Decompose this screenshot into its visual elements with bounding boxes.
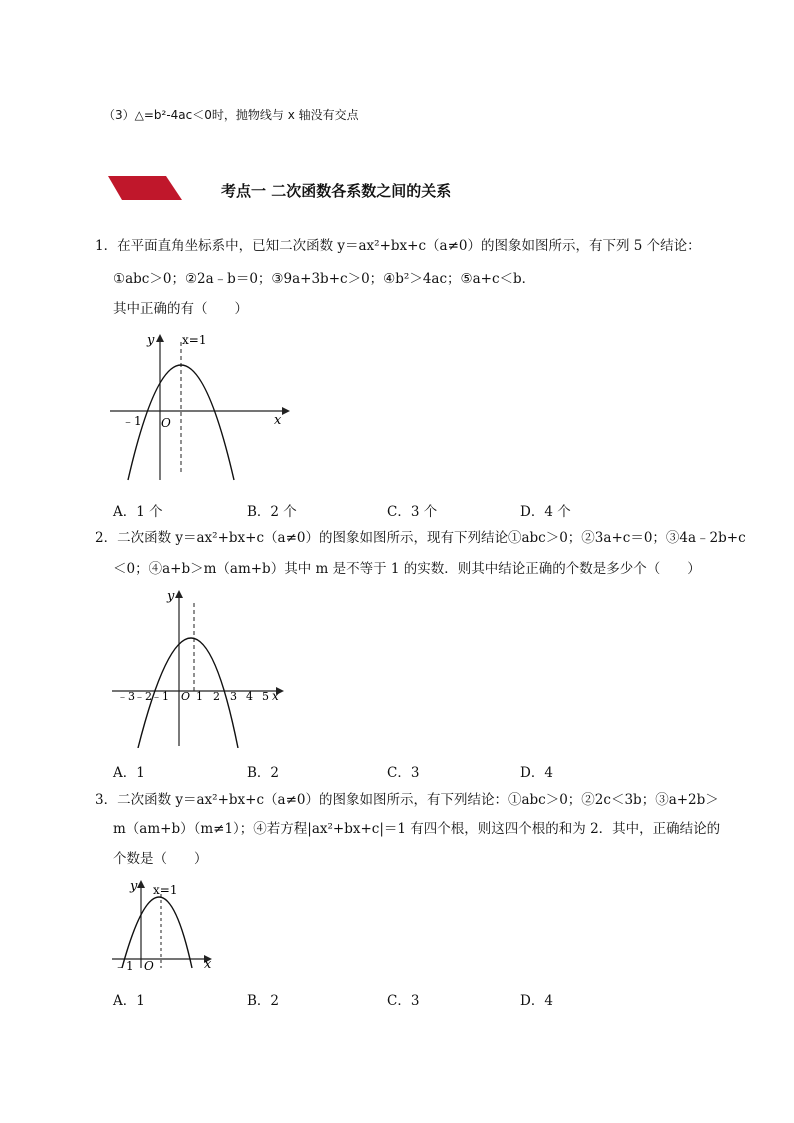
q1-line1: 1．在平面直角坐标系中，已知二次函数 y＝ax²+bx+c（a≠0）的图象如图所示，有下列 5 个结论： (95, 238, 701, 254)
section-title: 考点一 二次函数各系数之间的关系 (221, 182, 452, 200)
q2-line2: ＜0；④a+b＞m（am+b）其中 m 是不等于 1 的实数．则其中结论正确的个数是多少个（ ） (113, 561, 701, 577)
q2-option-b[interactable]: B．2 (247, 765, 280, 781)
q1-neg-one: ﹣1 (122, 414, 142, 428)
q2-option-a[interactable]: A．1 (113, 765, 145, 781)
q2-tick-neg1: ﹣1 (151, 690, 169, 703)
q3-parabola (122, 897, 192, 968)
q3-option-d[interactable]: D．4 (520, 993, 553, 1009)
q2-option-c[interactable]: C．3 (387, 765, 420, 781)
q3-line2: m（am+b）（m≠1）；④若方程|ax²+bx+c|＝1 有四个根，则这四个根的和为 2．其中，正确结论的 (113, 821, 721, 837)
q1-symmetry-label: x=1 (182, 333, 207, 347)
q3-symmetry-label: x=1 (153, 883, 178, 897)
q2-origin: O (181, 690, 191, 703)
q3-y-arrow (137, 880, 145, 888)
q3-y-label: y (130, 879, 138, 894)
q2-line1: 2．二次函数 y＝ax²+bx+c（a≠0）的图象如图所示，现有下列结论①abc＞0；②3a+c＝0；③4a﹣2b+c (95, 530, 746, 546)
q2-tick-2: 2 (213, 690, 220, 703)
section-banner-shape (108, 176, 182, 200)
q1-option-a[interactable]: A．1 个 (113, 504, 163, 520)
q2-tick-neg3: ﹣3 (117, 690, 135, 703)
q1-line3: 其中正确的有（ ） (113, 301, 248, 317)
q1-graph (110, 330, 290, 482)
q2-tick-5: 5 (262, 690, 269, 703)
q3-line1: 3．二次函数 y＝ax²+bx+c（a≠0）的图象如图所示，有下列结论：①abc＞0；②2c＜3b；③a+2b＞ (95, 792, 719, 808)
q1-option-d[interactable]: D．4 个 (520, 504, 571, 520)
intro-line: （3）△=b²-4ac＜0时，抛物线与 x 轴没有交点 (103, 108, 359, 122)
q2-graph (112, 588, 284, 748)
q3-origin: O (144, 959, 154, 972)
q3-line3: 个数是（ ） (113, 851, 208, 867)
q1-y-arrow (156, 334, 164, 342)
q2-x-label: x (272, 689, 279, 703)
q2-tick-neg2: ﹣2 (134, 690, 152, 703)
q2-y-arrow (175, 590, 183, 598)
q1-y-label: y (147, 333, 155, 348)
q1-origin: O (161, 416, 171, 430)
q2-tick-3: 3 (230, 690, 237, 703)
q2-y-label: y (167, 589, 175, 604)
banner-parallelogram (108, 176, 182, 200)
q3-neg-one: ﹣1 (114, 959, 134, 972)
q1-option-b[interactable]: B．2 个 (247, 504, 297, 520)
q3-graph (112, 876, 216, 972)
q2-tick-1: 1 (196, 690, 203, 703)
q3-option-a[interactable]: A．1 (113, 993, 145, 1009)
q2-tick-4: 4 (246, 690, 253, 703)
q2-option-d[interactable]: D．4 (520, 765, 553, 781)
q1-option-c[interactable]: C．3 个 (387, 504, 438, 520)
q3-option-c[interactable]: C．3 (387, 993, 420, 1009)
q1-x-label: x (274, 413, 282, 428)
q3-x-label: x (204, 957, 212, 972)
q3-option-b[interactable]: B．2 (247, 993, 280, 1009)
q1-x-arrow (282, 407, 290, 415)
q1-line2: ①abc＞0；②2a﹣b＝0；③9a+3b+c＞0；④b²＞4ac；⑤a+c＜b． (113, 271, 536, 287)
